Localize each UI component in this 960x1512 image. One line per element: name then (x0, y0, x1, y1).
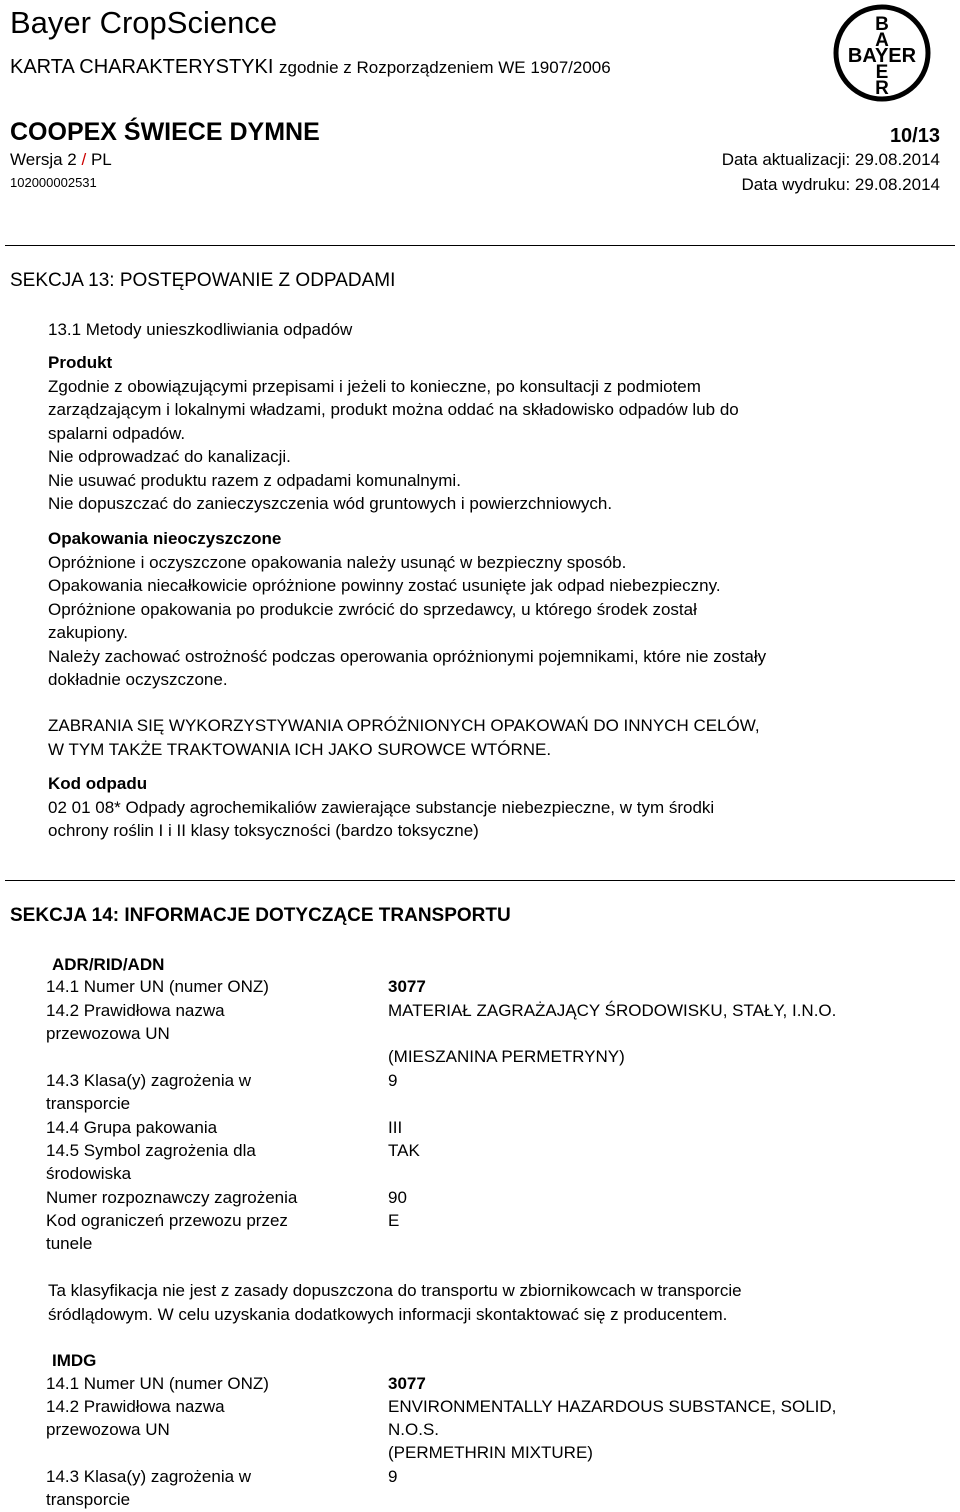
kod-odpadu-heading: Kod odpadu (48, 774, 148, 793)
opakowania-line: Należy zachować ostrożność podczas operowania opróżnionymi pojemnikami, które nie zostały (48, 646, 767, 666)
svg-text:A: A (875, 30, 889, 51)
transport-note-line: Ta klasyfikacja nie jest z zasady dopuszczona do transportu w zbiornikowcach w transporcie (48, 1281, 742, 1300)
imdg-row-label: przewozowa UN (46, 1420, 170, 1439)
adr-row-value: MATERIAŁ ZAGRAŻAJĄCY ŚRODOWISKU, STAŁY, I.N.O. (388, 1001, 837, 1020)
kod-odpadu-line: 02 01 08* Odpady agrochemikaliów zawierające substancje niebezpieczne, w tym środki (48, 797, 715, 817)
adr-row-label: 14.5 Symbol zagrożenia dla (46, 1141, 256, 1160)
version-label: Wersja 2 (10, 150, 77, 169)
produkt-line: Zgodnie z obowiązującymi przepisami i jeżeli to konieczne, po konsultacji z podmiotem (48, 376, 701, 396)
imdg-row-value: 3077 (388, 1374, 426, 1393)
adr-row-label: tunele (46, 1234, 93, 1253)
opakowania-heading: Opakowania nieoczyszczone (48, 529, 282, 548)
adr-row-value: (MIESZANINA PERMETRYNY) (388, 1047, 625, 1066)
document-title-regulation: zgodnie z Rozporządzeniem WE 1907/2006 (278, 58, 611, 77)
adr-row-value: III (388, 1118, 403, 1137)
adr-row-value: 3077 (388, 977, 426, 996)
kod-odpadu-line: ochrony roślin I i II klasy toksyczności (bardzo toksyczne) (48, 821, 479, 840)
section-13-1-title: 13.1 Metody unieszkodliwiania odpadów (48, 320, 353, 339)
imdg-row-label: transporcie (46, 1490, 131, 1509)
adr-row-label: przewozowa UN (46, 1024, 170, 1043)
produkt-line: Nie odprowadzać do kanalizacji. (48, 447, 291, 466)
adr-row-label: 14.1 Numer UN (numer ONZ) (46, 977, 269, 996)
print-date: Data wydruku: 29.08.2014 (741, 175, 940, 194)
product-name: COOPEX ŚWIECE DYMNE (10, 118, 320, 146)
imdg-row-label: 14.2 Prawidłowa nazwa (46, 1397, 225, 1416)
adr-row-label: Numer rozpoznawczy zagrożenia (46, 1188, 298, 1207)
section-14-title: SEKCJA 14: INFORMACJE DOTYCZĄCE TRANSPORTU (10, 905, 511, 926)
document-title-main: KARTA CHARAKTERYSTYKI (10, 56, 274, 78)
adr-row-label: Kod ograniczeń przewozu przez (46, 1211, 288, 1230)
opakowania-line: Opróżnione opakowania po produkcie zwrócić do sprzedawcy, u którego środek został (48, 599, 697, 619)
svg-text:B: B (875, 14, 889, 35)
bayer-cross-logo (832, 3, 932, 103)
header-divider (5, 245, 955, 246)
opakowania-block (48, 527, 766, 692)
adr-heading: ADR/RID/ADN (52, 955, 165, 974)
section-13-title: SEKCJA 13: POSTĘPOWANIE Z ODPADAMI (10, 270, 396, 291)
produkt-line: zarządzającym i lokalnymi władzami, produkt można oddać na składowisko odpadów lub do (48, 400, 739, 419)
adr-row-label: 14.4 Grupa pakowania (46, 1118, 218, 1137)
adr-row-label: 14.3 Klasa(y) zagrożenia w (46, 1071, 252, 1090)
opakowania-line: dokładnie oczyszczone. (48, 670, 228, 689)
svg-text:BAYER: BAYER (847, 45, 917, 67)
imdg-row-value: N.O.S. (388, 1420, 440, 1439)
page-number: 10/13 (889, 125, 940, 147)
imdg-row-label: 14.3 Klasa(y) zagrożenia w (46, 1467, 252, 1486)
adr-row-value: E (388, 1211, 400, 1230)
imdg-row-label: 14.1 Numer UN (numer ONZ) (46, 1374, 269, 1393)
imdg-row-value: (PERMETHRIN MIXTURE) (388, 1443, 593, 1462)
produkt-block (48, 351, 739, 516)
imdg-heading: IMDG (52, 1351, 97, 1370)
adr-row-value: 90 (388, 1188, 407, 1207)
version-language: PL (90, 150, 112, 169)
adr-row-value: TAK (388, 1141, 420, 1160)
opakowania-line: Opakowania niecałkowicie opróżnione powinny zostać usunięte jak odpad niebezpieczny. (48, 576, 721, 595)
svg-text:R: R (875, 78, 889, 99)
svg-text:E: E (875, 62, 889, 83)
adr-row-label: środowiska (46, 1164, 132, 1183)
version-info (10, 150, 112, 170)
produkt-line: Nie usuwać produktu razem z odpadami komunalnymi. (48, 470, 461, 490)
produkt-heading: Produkt (48, 353, 113, 372)
warning-line: ZABRANIA SIĘ WYKORZYSTYWANIA OPRÓŻNIONYCH OPAKOWAŃ DO INNYCH CELÓW, (48, 716, 760, 735)
transport-note (48, 1279, 742, 1326)
imdg-row-value: 9 (388, 1467, 398, 1486)
adr-row-value: 9 (388, 1071, 398, 1090)
produkt-line: Nie dopuszczać do zanieczyszczenia wód gruntowych i powierzchniowych. (48, 494, 613, 513)
warning-block (48, 714, 760, 761)
imdg-row-value: ENVIRONMENTALLY HAZARDOUS SUBSTANCE, SOLID, (388, 1397, 837, 1416)
opakowania-line: Opróżnione i oczyszczone opakowania należy usunąć w bezpieczny sposób. (48, 552, 627, 572)
document-title (10, 55, 611, 80)
version-separator: / (81, 150, 87, 169)
produkt-line: spalarni odpadów. (48, 423, 186, 443)
warning-line: W TYM TAKŻE TRAKTOWANIA ICH JAKO SUROWCE WTÓRNE. (48, 739, 552, 759)
transport-note-line: śródlądowym. W celu uzyskania dodatkowych informacji skontaktować się z producentem. (48, 1304, 728, 1324)
opakowania-line: zakupiony. (48, 623, 129, 642)
kod-odpadu-block (48, 772, 714, 843)
document-number: 102000002531 (10, 175, 97, 190)
company-name: Bayer CropScience (10, 5, 278, 40)
section-divider (5, 880, 955, 881)
adr-row-label: transporcie (46, 1094, 131, 1113)
adr-row-label: 14.2 Prawidłowa nazwa (46, 1001, 225, 1020)
update-date: Data aktualizacji: 29.08.2014 (721, 150, 940, 169)
